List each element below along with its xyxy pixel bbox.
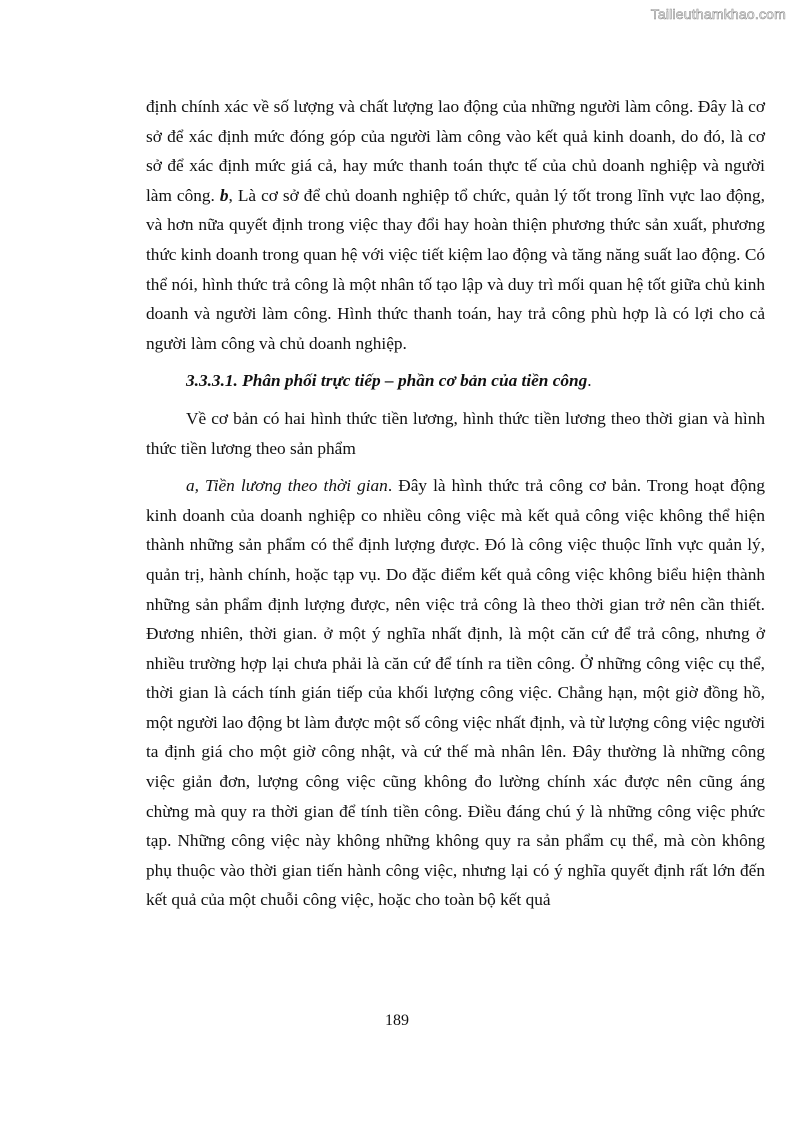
section-heading-tail: .: [587, 371, 592, 391]
paragraph-3: [146, 471, 765, 915]
watermark: Tailieuthamkhao.com: [650, 6, 786, 22]
label-a: a, Tiền lương theo thời gian: [186, 476, 388, 496]
paragraph-2: Về cơ bản có hai hình thức tiền lương, hình thức tiền lương theo thời gian và hình thức tiền lương theo sản phẩm: [146, 408, 765, 458]
paragraph-1-part-1: định chính xác về số lượng và chất lượng lao động của những người làm công. Đây là cơ sở để xác định mức đóng góp của người làm công vào kết quả kinh doanh, do đó, là cơ sở để xác định mức giá cả, hay mức thanh toán thực tế của chủ doanh nghiệp và người làm công.: [146, 97, 765, 205]
label-b: b: [219, 185, 229, 205]
document-body: [146, 92, 765, 915]
section-heading-text: 3.3.3.1. Phân phối trực tiếp – phần cơ bản của tiền công: [186, 371, 588, 391]
page-number: 189: [385, 1012, 409, 1029]
paragraph-1-part-2: , Là cơ sở để chủ doanh nghiệp tổ chức, quản lý tốt trong lĩnh vực lao động, và hơn nữa quyết định trong việc thay đổi hay hoàn thiện phương thức sản xuất, phương thức kinh doanh trong quan hệ với việc tiết kiệm lao động và tăng năng suất lao động. Có thể nói, hình thức trả công là một nhân tố tạo lập và duy trì mối quan hệ tốt giữa chủ kinh doanh và người làm công. Hình thức thanh toán, hay trả công phù hợp là có lợi cho cả người làm công và chủ doanh nghiệp.: [146, 185, 765, 353]
section-heading: [146, 366, 765, 396]
paragraph-3-text: . Đây là hình thức trả công cơ bản. Trong hoạt động kinh doanh của doanh nghiệp co nhiều công việc mà kết quả công việc không thể hiện thành những sản phẩm có thể định lượng được. Đó là công việc thuộc lĩnh vực quản lý, quản trị, hành chính, hoặc tạp vụ. Do đặc điểm kết quả công việc không biểu hiện thành những sản phẩm định lượng được, nên việc trả công là theo thời gian trở nên cần thiết. Đương nhiên, thời gian. ở một ý nghĩa nhất định, là một căn cứ để trả công, nhưng ở nhiều trường hợp lại chưa phải là căn cứ để tính ra tiền công. Ở những công việc cụ thể, thời gian là cách tính gián tiếp của khối lượng công việc. Chẳng hạn, một giờ đồng hồ, một người lao động bt làm được một số công việc nhất định, và từ lượng công việc người ta định giá cho một giờ công nhật, và cứ thế mà nhân lên. Đây thường là những công việc giản đơn, lượng công việc cũng không đo lường chính xác được nên cũng áng chừng mà quy ra thời gian để tính tiền công. Điều đáng chú ý là những công việc phức tạp. Những công việc này không những không quy ra sản phẩm cụ thể, mà còn không phụ thuộc vào thời gian tiến hành công việc, nhưng lại có ý nghĩa quyết định rất lớn đến kết quả của một chuỗi công việc, hoặc cho toàn bộ kết quả: [146, 476, 765, 910]
paragraph-1: [146, 92, 765, 358]
